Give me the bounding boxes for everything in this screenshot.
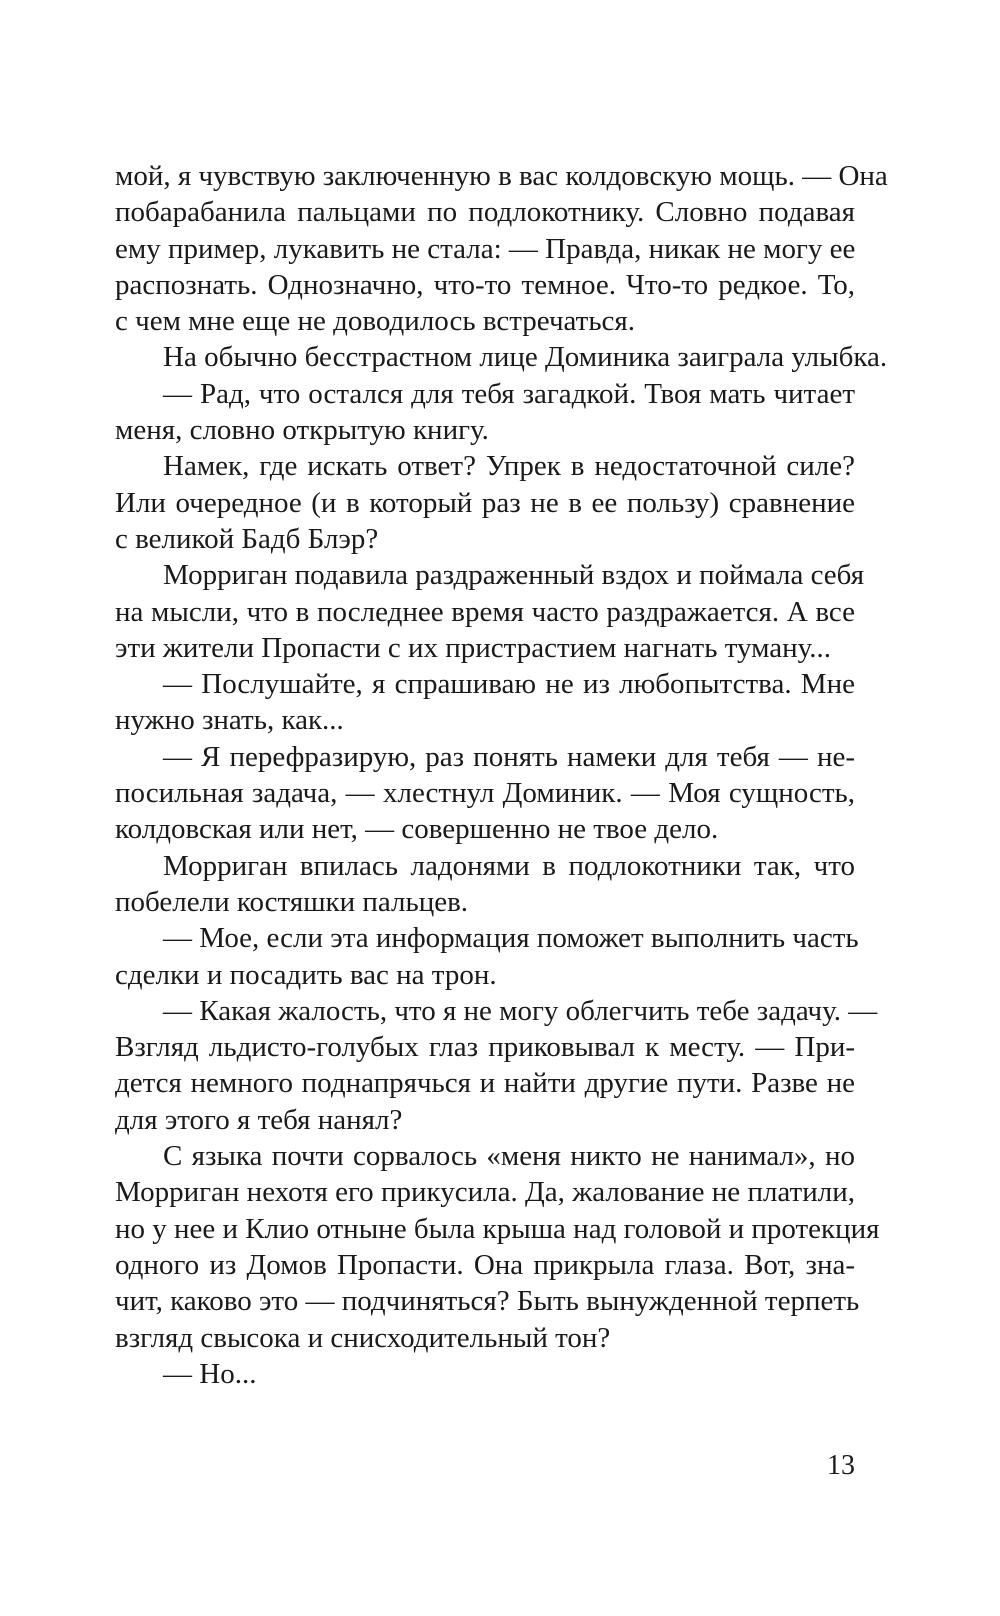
- text-line-32: чит, каково это — подчиняться? Быть вынужденной терпеть: [115, 1285, 860, 1318]
- text-line-6: На обычно бесстрастном лице Доминика заиграла улыбка.: [163, 341, 888, 374]
- text-line-24: — Какая жалость, что я не могу облегчить тебе задачу. —: [163, 994, 878, 1027]
- text-line-27: для этого я тебя нанял?: [115, 1103, 403, 1136]
- text-line-10: Или очередное (и в который раз не в ее пользу) сравнение: [115, 486, 855, 519]
- text-line-4: распознать. Однозначно, что-то темное. Что-то редкое. То,: [115, 268, 855, 301]
- text-line-11: с великой Бадб Блэр?: [115, 522, 379, 555]
- text-line-23: сделки и посадить вас на трон.: [115, 958, 497, 991]
- text-line-29: Морриган нехотя его прикусила. Да, жалование не платили,: [115, 1176, 855, 1209]
- text-line-16: нужно знать, как...: [115, 704, 344, 737]
- text-line-19: колдовская или нет, — совершенно не твое дело.: [115, 813, 719, 846]
- text-line-12: Морриган подавила раздраженный вздох и поймала себя: [163, 559, 865, 592]
- text-line-21: побелели костяшки пальцев.: [115, 885, 469, 918]
- text-line-9: Намек, где искать ответ? Упрек в недостаточной силе?: [163, 450, 855, 483]
- text-line-2: побарабанила пальцами по подлокотнику. Словно подавая: [115, 196, 855, 229]
- text-line-8: меня, словно открытую книгу.: [115, 414, 489, 447]
- text-line-26: дется немного поднапрячься и найти другие пути. Разве не: [115, 1067, 855, 1100]
- text-line-34: — Но...: [163, 1357, 257, 1390]
- text-line-28: С языка почти сорвалось «меня никто не нанимал», но: [163, 1140, 855, 1173]
- text-line-22: — Мое, если эта информация поможет выполнить часть: [163, 922, 859, 955]
- text-line-17: — Я перефразирую, раз понять намеки для тебя — не-: [163, 740, 855, 773]
- text-line-18: посильная задача, — хлестнул Доминик. — Моя сущность,: [115, 777, 855, 810]
- text-line-25: Взгляд льдисто-голубых глаз приковывал к месту. — При-: [115, 1031, 855, 1064]
- text-line-3: ему пример, лукавить не стала: — Правда, никак не могу ее: [115, 232, 856, 265]
- text-line-7: — Рад, что остался для тебя загадкой. Твоя мать читает: [163, 377, 855, 410]
- text-line-13: на мысли, что в последнее время часто раздражается. А все: [115, 595, 855, 628]
- page-body: [115, 158, 888, 1392]
- text-line-33: взгляд свысока и снисходительный тон?: [115, 1321, 611, 1354]
- text-line-5: с чем мне еще не доводилось встречаться.: [115, 305, 636, 338]
- text-line-15: — Послушайте, я спрашиваю не из любопытства. Мне: [163, 668, 855, 701]
- text-line-20: Морриган впилась ладонями в подлокотники так, что: [163, 849, 855, 882]
- text-line-14: эти жители Пропасти с их пристрастием нагнать туману...: [115, 631, 831, 664]
- text-line-1: мой, я чувствую заключенную в вас колдовскую мощь. — Она: [115, 160, 888, 192]
- page-number: 13: [827, 1450, 855, 1481]
- text-line-30: но у нее и Клио отныне была крыша над головой и протекция: [115, 1212, 880, 1245]
- text-line-31: одного из Домов Пропасти. Она прикрыла глаза. Вот, зна-: [115, 1248, 855, 1281]
